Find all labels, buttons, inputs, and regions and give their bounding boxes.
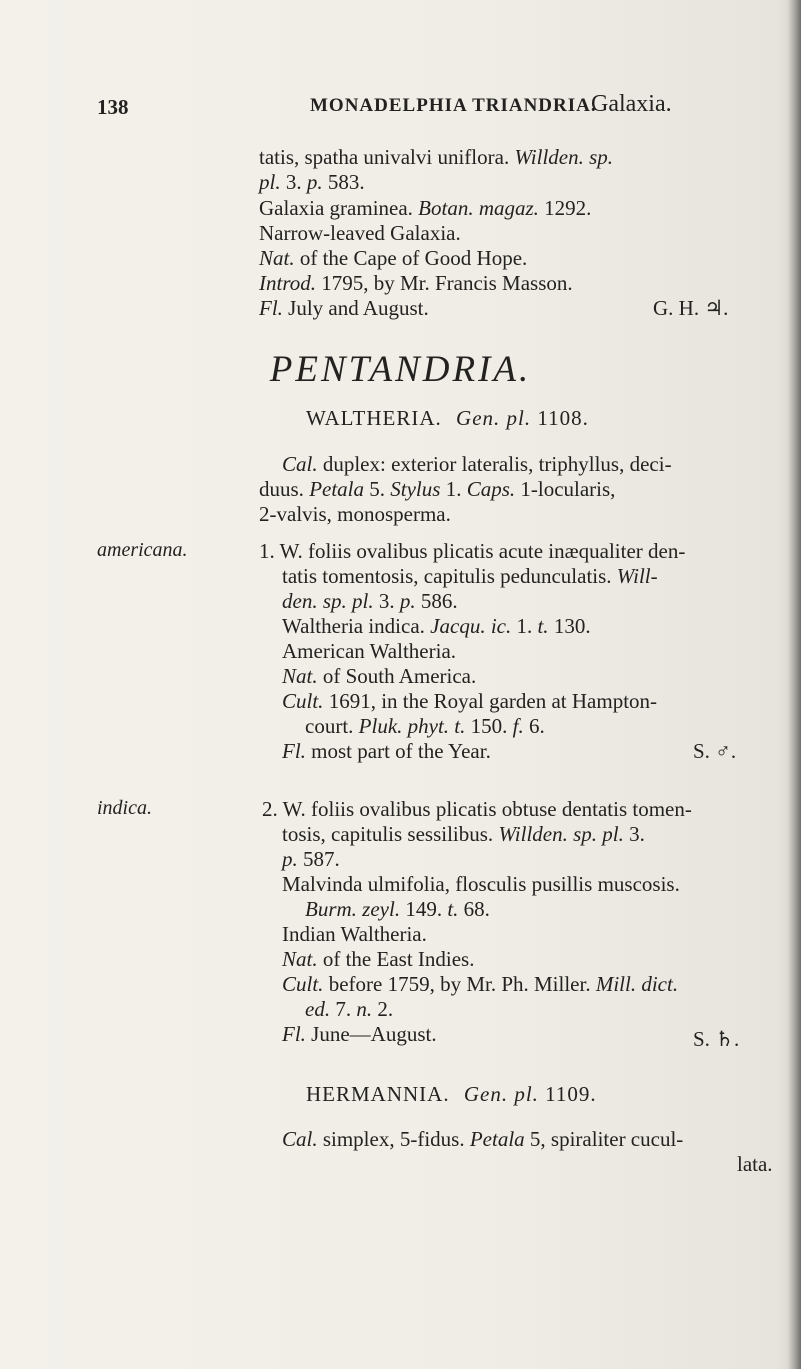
- text-line: tatis, spatha univalvi uniflora. Willden. sp.: [259, 145, 614, 169]
- habitat-tag: G. H. ♃.: [653, 296, 729, 320]
- species-line: American Waltheria.: [282, 639, 457, 663]
- page-number: 138: [97, 95, 129, 119]
- species-line: court. Pluk. phyt. t. 150. f. 6.: [305, 714, 545, 738]
- species-line: 2. W. foliis ovalibus plicatis obtuse dentatis tomen-: [262, 797, 692, 821]
- generic-character: 2-valvis, monosperma.: [259, 502, 451, 526]
- species-line: Nat. of the East Indies.: [282, 947, 475, 971]
- species-line: Malvinda ulmifolia, flosculis pusillis muscosis.: [282, 872, 680, 896]
- species-line: Cult. before 1759, by Mr. Ph. Miller. Mill. dict.: [282, 972, 679, 996]
- species-line: den. sp. pl. 3. p. 586.: [282, 589, 458, 613]
- species-line: tosis, capitulis sessilibus. Willden. sp. pl. 3.: [282, 822, 645, 846]
- text-line: Introd. 1795, by Mr. Francis Masson.: [259, 271, 573, 295]
- species-line: Nat. of South America.: [282, 664, 477, 688]
- text-line: Narrow-leaved Galaxia.: [259, 221, 461, 245]
- generic-character: Cal. simplex, 5-fidus. Petala 5, spiraliter cucul-: [282, 1127, 684, 1151]
- species-line: Indian Waltheria.: [282, 922, 427, 946]
- habitat-tag: S. ♂.: [693, 739, 737, 763]
- section-title: PENTANDRIA.: [269, 349, 532, 390]
- species-line: ed. 7. n. 2.: [305, 997, 394, 1021]
- species-line: Fl. June—August.: [282, 1022, 437, 1046]
- species-line: tatis tomentosis, capitulis pedunculatis. Will-: [282, 564, 658, 588]
- generic-character: duus. Petala 5. Stylus 1. Caps. 1-locularis,: [259, 477, 616, 501]
- text-line: Galaxia graminea. Botan. magaz. 1292.: [259, 196, 592, 220]
- genus-heading: WALTHERIA. Gen. pl. 1108.: [306, 406, 589, 430]
- species-line: p. 587.: [282, 847, 340, 871]
- species-line: 1. W. foliis ovalibus plicatis acute inæqualiter den-: [259, 539, 686, 563]
- page-edge-shadow: [787, 0, 801, 1369]
- genus-heading: HERMANNIA. Gen. pl. 1109.: [306, 1082, 597, 1106]
- species-side-label: indica.: [97, 797, 152, 819]
- running-head-genus: Galaxia.: [591, 91, 672, 117]
- species-line: Fl. most part of the Year.: [282, 739, 491, 763]
- text-line: pl. 3. p. 583.: [259, 170, 365, 194]
- generic-character: Cal. duplex: exterior lateralis, triphyllus, deci-: [282, 452, 672, 476]
- habitat-tag: S. ♄.: [693, 1027, 740, 1051]
- running-head: MONADELPHIA TRIANDRIA.: [310, 95, 597, 116]
- species-line: Cult. 1691, in the Royal garden at Hampton-: [282, 689, 658, 713]
- species-line: Waltheria indica. Jacqu. ic. 1. t. 130.: [282, 614, 591, 638]
- species-line: Burm. zeyl. 149. t. 68.: [305, 897, 490, 921]
- generic-character: lata.: [737, 1152, 773, 1176]
- text-line: Nat. of the Cape of Good Hope.: [259, 246, 528, 270]
- text-line: Fl. July and August.: [259, 296, 429, 320]
- species-side-label: americana.: [97, 539, 188, 561]
